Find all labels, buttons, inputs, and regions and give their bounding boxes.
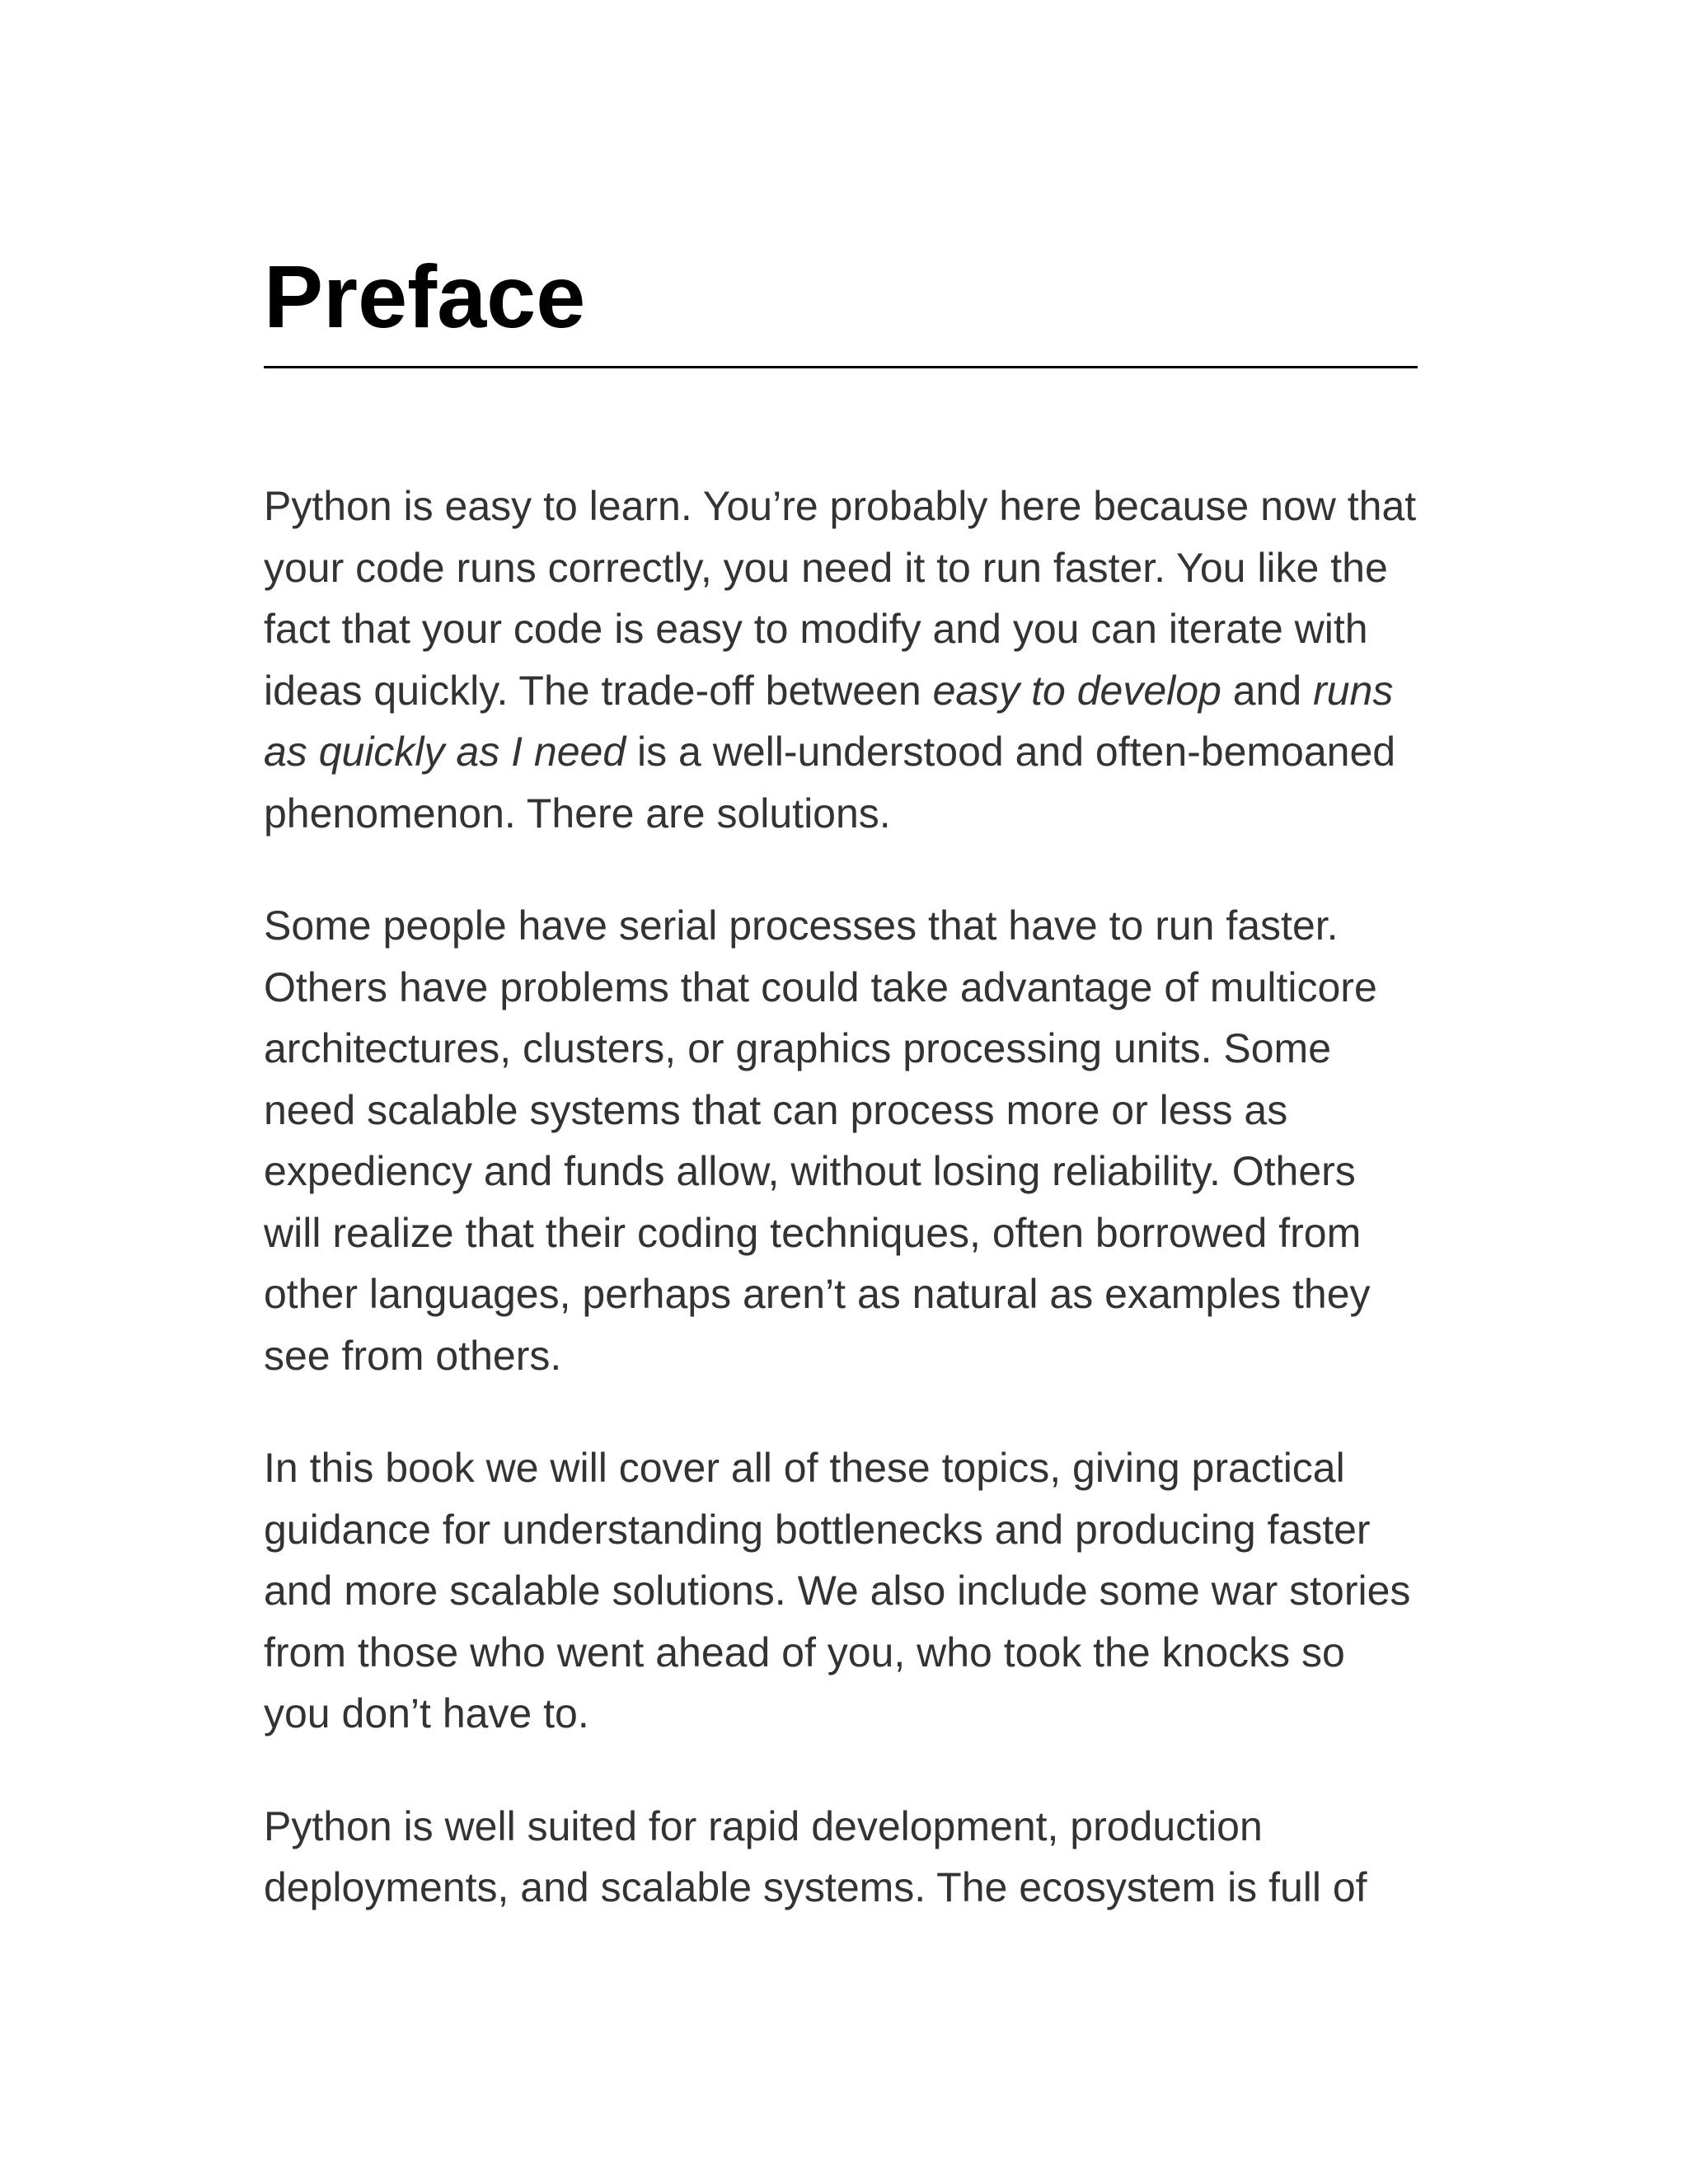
paragraph-4 [264, 1796, 1418, 1919]
paragraph-2 [264, 895, 1418, 1386]
text-segment: and [1221, 667, 1314, 714]
paragraph-1 [264, 476, 1418, 844]
text-segment: Python is easy to learn. You’re probably here because now that your code runs correctly, you need it to run faster. You like the fact that your code is easy to modify and you can iterate with ideas quickly. The trade-off between [264, 483, 1417, 714]
text-segment: Some people have serial processes that have to run faster. Others have problems that could take advantage of multicore architectures, clusters, or graphics processing units. Some need scalable systems that can process more or less as expediency and funds allow, without losing reliability. Others will realize that their coding techniques, often borrowed from other languages, perhaps aren’t as natural as examples they see from others. [264, 902, 1377, 1379]
page-title: Preface [264, 246, 586, 346]
text-segment: is a well-understood and often-bemoaned phenomenon. There are solutions. [264, 729, 1396, 837]
page-content [264, 247, 1418, 1970]
emphasis-text: easy to develop [932, 667, 1221, 714]
paragraph-3 [264, 1437, 1418, 1745]
body-text [264, 476, 1418, 1919]
title-divider [264, 366, 1418, 368]
text-segment: In this book we will cover all of these topics, giving practical guidance for understanding bottlenecks and producing faster and more scalable solutions. We also include some war stories from those who went ahead of you, who took the knocks so you don’t have to. [264, 1445, 1411, 1736]
emphasis-text: runs as quickly as I need [264, 667, 1394, 775]
text-segment: Python is well suited for rapid development, production deployments, and scalable systems. The ecosystem is full of [264, 1802, 1367, 1910]
